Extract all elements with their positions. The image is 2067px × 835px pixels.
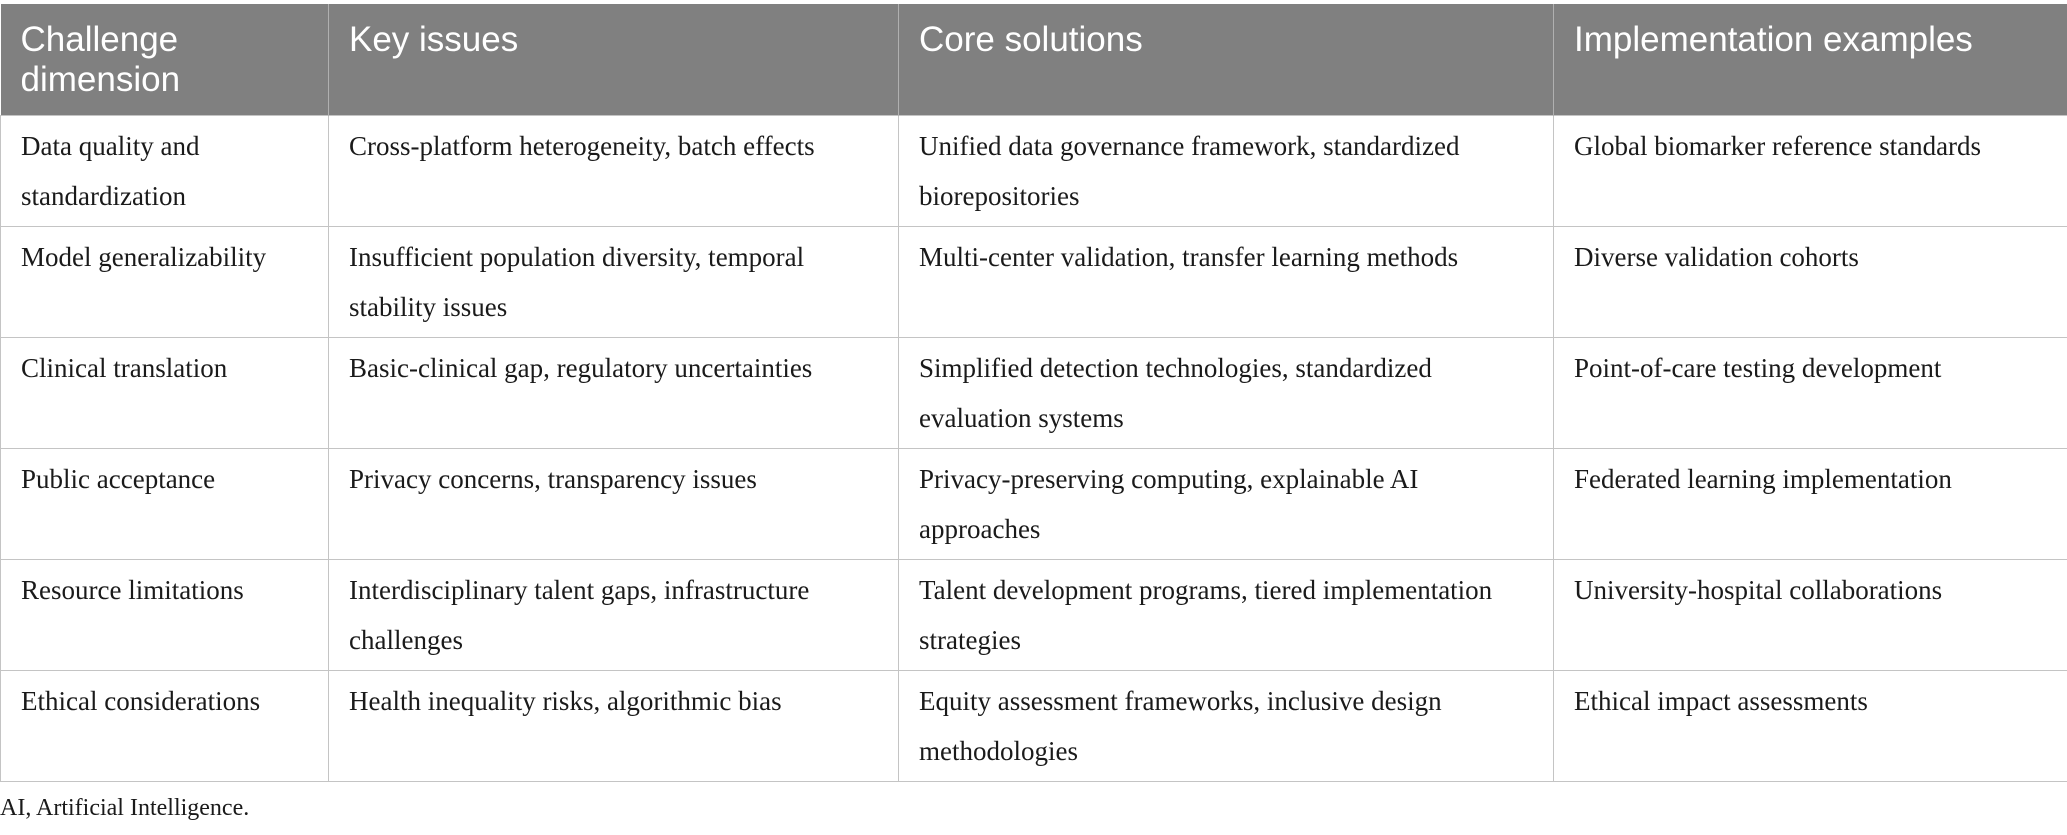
table-row (1, 559, 2067, 670)
cell-core-solutions: Equity assessment frameworks, inclusive design methodologies (899, 670, 1554, 781)
header-challenge-dimension: Challenge dimension (1, 4, 329, 115)
header-implementation-examples: Implementation examples (1554, 4, 2067, 115)
cell-implementation-examples: University-hospital collaborations (1554, 559, 2067, 670)
cell-core-solutions: Privacy-preserving computing, explainable AI approaches (899, 448, 1554, 559)
cell-core-solutions: Multi-center validation, transfer learning methods (899, 226, 1554, 337)
cell-implementation-examples: Diverse validation cohorts (1554, 226, 2067, 337)
table-row (1, 670, 2067, 781)
table-row (1, 226, 2067, 337)
cell-implementation-examples: Global biomarker reference standards (1554, 115, 2067, 226)
challenges-table-container (0, 4, 2067, 782)
header-key-issues: Key issues (329, 4, 899, 115)
cell-key-issues: Health inequality risks, algorithmic bias (329, 670, 899, 781)
cell-challenge-dimension: Ethical considerations (1, 670, 329, 781)
cell-key-issues: Interdisciplinary talent gaps, infrastructure challenges (329, 559, 899, 670)
challenges-table (0, 4, 2067, 782)
cell-challenge-dimension: Public acceptance (1, 448, 329, 559)
cell-core-solutions: Unified data governance framework, standardized biorepositories (899, 115, 1554, 226)
cell-key-issues: Insufficient population diversity, temporal stability issues (329, 226, 899, 337)
table-row (1, 448, 2067, 559)
cell-challenge-dimension: Clinical translation (1, 337, 329, 448)
cell-implementation-examples: Ethical impact assessments (1554, 670, 2067, 781)
table-header-row (1, 4, 2067, 115)
cell-key-issues: Cross-platform heterogeneity, batch effects (329, 115, 899, 226)
cell-key-issues: Privacy concerns, transparency issues (329, 448, 899, 559)
cell-core-solutions: Talent development programs, tiered implementation strategies (899, 559, 1554, 670)
table-row (1, 115, 2067, 226)
cell-challenge-dimension: Data quality and standardization (1, 115, 329, 226)
cell-key-issues: Basic-clinical gap, regulatory uncertainties (329, 337, 899, 448)
cell-implementation-examples: Point-of-care testing development (1554, 337, 2067, 448)
table-row (1, 337, 2067, 448)
table-footnote: AI, Artificial Intelligence. (0, 795, 250, 821)
cell-core-solutions: Simplified detection technologies, standardized evaluation systems (899, 337, 1554, 448)
cell-challenge-dimension: Resource limitations (1, 559, 329, 670)
header-core-solutions: Core solutions (899, 4, 1554, 115)
cell-implementation-examples: Federated learning implementation (1554, 448, 2067, 559)
cell-challenge-dimension: Model generalizability (1, 226, 329, 337)
